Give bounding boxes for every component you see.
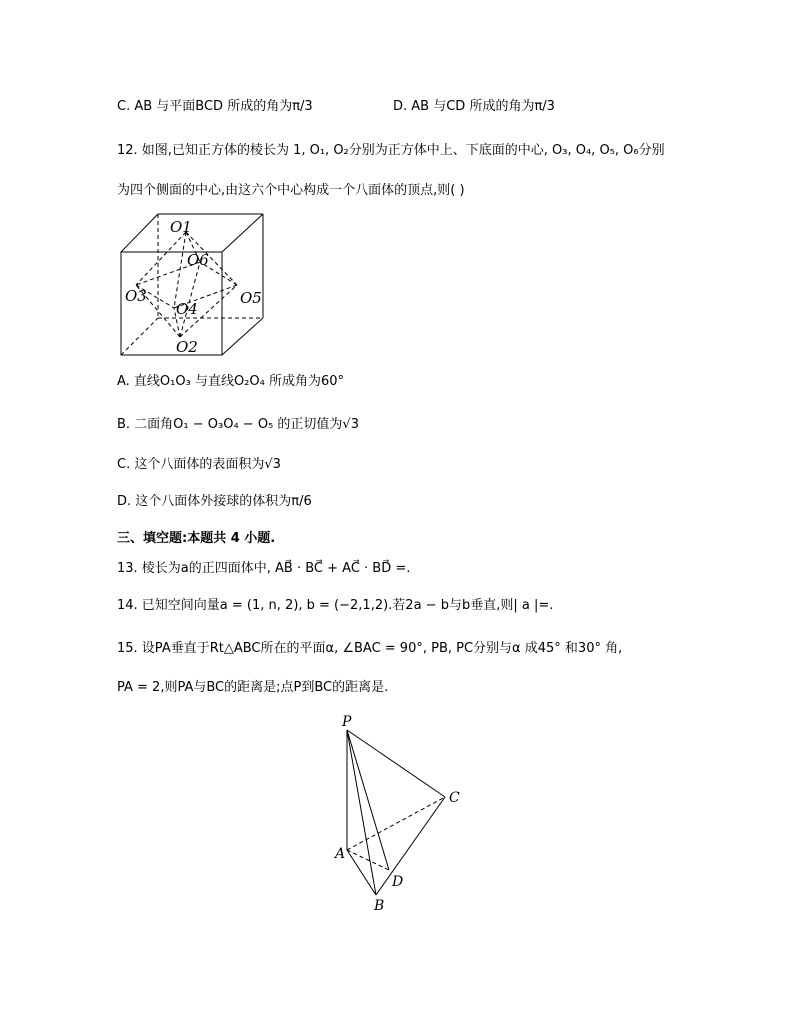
label-a: A xyxy=(335,846,346,862)
label-o1: O1 xyxy=(170,218,192,236)
q11-option-c-text: C. AB 与平面BCD 所成的角为π/3 xyxy=(117,99,313,114)
label-d: D xyxy=(392,874,404,890)
q12-option-a xyxy=(117,373,344,391)
section-3-heading xyxy=(117,530,275,548)
cube-right-bottom-edge xyxy=(222,318,263,355)
q12-stem-line1-text: 12. 如图,已知正方体的棱长为 1, O₁, O₂分别为正方体中上、下底面的中心, O₃, O₄, O₅, O₆分别 xyxy=(117,143,665,158)
q12-option-d xyxy=(117,493,312,511)
label-o3: O3 xyxy=(125,287,147,305)
edge-pc xyxy=(347,730,445,797)
q12-option-a-text: A. 直线O₁O₃ 与直线O₂O₄ 所成角为60° xyxy=(117,374,345,389)
label-p: P xyxy=(342,714,352,730)
q12-option-c xyxy=(117,456,281,474)
q15-stem-line1 xyxy=(117,640,622,658)
section-3-heading-text: 三、填空题:本题共 4 小题. xyxy=(117,531,276,546)
q13 xyxy=(117,560,410,578)
q15-stem-line2 xyxy=(117,679,388,697)
q15-stem-line2-text: PA = 2,则PA与BC的距离是;点P到BC的距离是. xyxy=(117,680,389,695)
q15-tetrahedron-figure xyxy=(330,710,470,915)
q12-stem-line2 xyxy=(117,182,465,200)
q13-text: 13. 棱长为a的正四面体中, AB⃗ · BC⃗ + AC⃗ · BD⃗ =. xyxy=(117,561,411,576)
q12-cube-figure xyxy=(112,210,272,360)
q14 xyxy=(117,597,553,615)
q11-option-d-text: D. AB 与CD 所成的角为π/3 xyxy=(393,99,555,114)
cube-left-top-edge xyxy=(121,214,158,252)
q12-stem-line2-text: 为四个侧面的中心,由这六个中心构成一个八面体的顶点,则( ) xyxy=(117,183,465,198)
q12-option-b xyxy=(117,416,359,434)
q12-stem-line1 xyxy=(117,142,665,160)
label-c: C xyxy=(449,790,460,806)
label-o5: O5 xyxy=(240,289,262,307)
q11-option-d xyxy=(393,98,555,116)
edge-bc xyxy=(376,797,445,895)
q11-option-c xyxy=(117,98,313,116)
label-o6: O6 xyxy=(187,251,209,269)
edge-ac-hidden xyxy=(347,797,445,850)
cube-hidden-diagonal-edge xyxy=(121,318,158,355)
q12-option-b-text: B. 二面角O₁ − O₃O₄ − O₅ 的正切值为√3 xyxy=(117,417,359,432)
q15-stem-line1-text: 15. 设PA垂直于Rt△ABC所在的平面α, ∠BAC = 90°, PB, PC分别与α 成45° 和30° 角, xyxy=(117,641,623,656)
label-o4: O4 xyxy=(176,300,198,318)
q14-text: 14. 已知空间向量a = (1, n, 2), b = (−2,1,2).若2a − b与b垂直,则| a |=. xyxy=(117,598,554,613)
q12-option-d-text: D. 这个八面体外接球的体积为π/6 xyxy=(117,494,312,509)
label-b: B xyxy=(374,898,385,914)
q12-option-c-text: C. 这个八面体的表面积为√3 xyxy=(117,457,281,472)
cube-right-top-edge xyxy=(222,214,263,252)
label-o2: O2 xyxy=(176,338,198,356)
